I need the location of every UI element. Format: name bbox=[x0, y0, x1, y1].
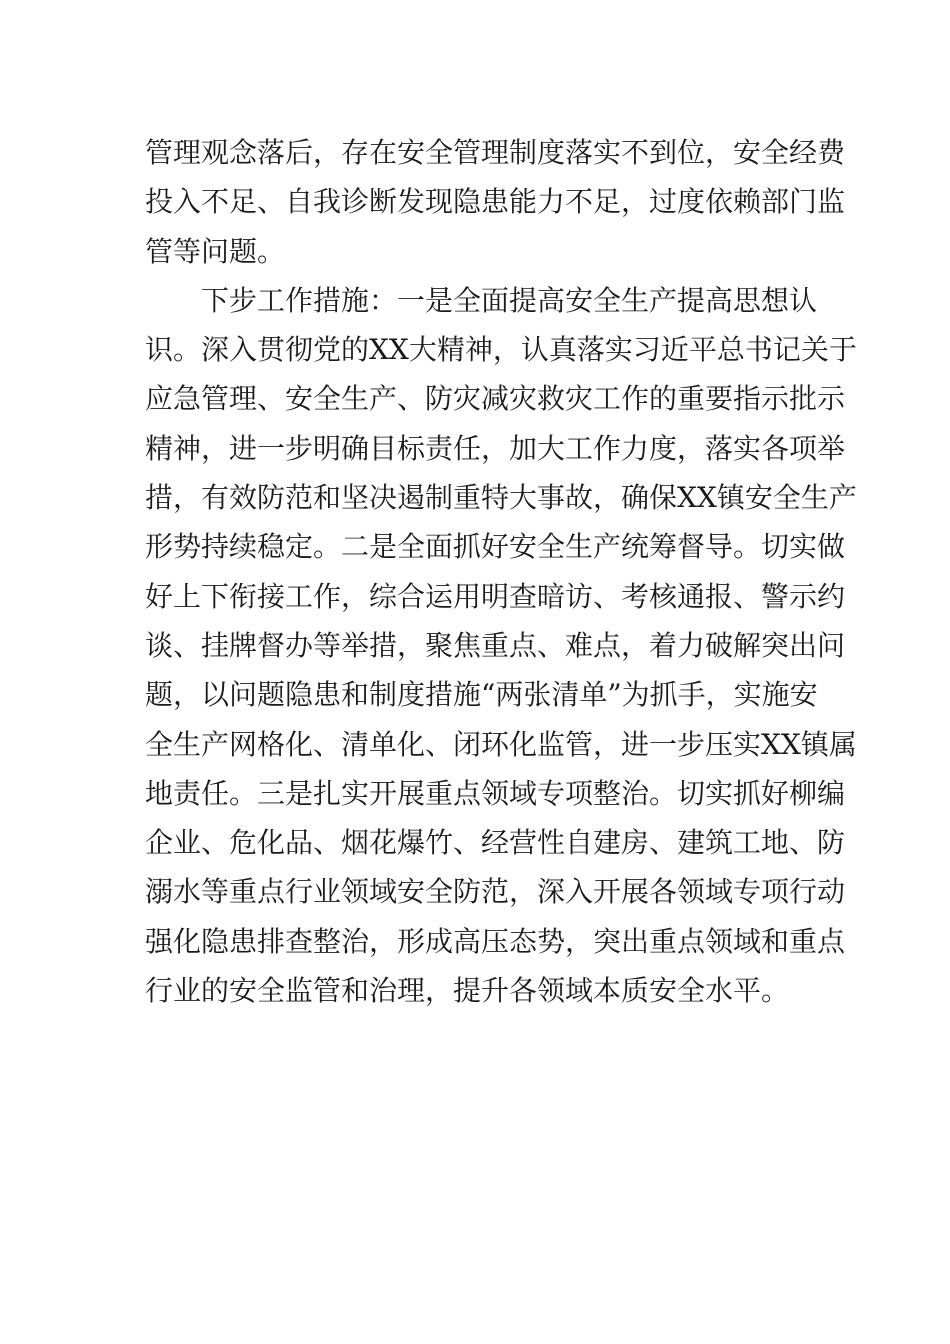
text-line: 溺水等重点行业领域安全防范，深入开展各领域专项行动 bbox=[145, 875, 846, 909]
text-line: 管等问题。 bbox=[145, 234, 286, 268]
text-line: 强化隐患排查整治，形成高压态势，突出重点领域和重点 bbox=[145, 924, 846, 958]
text-line: 识。深入贯彻党的XX大精神，认真落实习近平总书记关于 bbox=[145, 333, 857, 367]
text-line: 措，有效防范和坚决遏制重特大事故，确保XX镇安全生产 bbox=[145, 481, 857, 515]
text-line: 精神，进一步明确目标责任，加大工作力度，落实各项举 bbox=[145, 431, 846, 465]
text-line: 全生产网格化、清单化、闭环化监管，进一步压实XX镇属 bbox=[145, 727, 857, 761]
text-line: 地责任。三是扎实开展重点领域专项整治。切实抓好柳编 bbox=[145, 776, 846, 810]
text-line: 管理观念落后，存在安全管理制度落实不到位，安全经费 bbox=[145, 136, 846, 169]
text-line: 行业的安全监管和治理，提升各领域本质安全水平。 bbox=[145, 974, 790, 1008]
body-text bbox=[145, 128, 857, 1015]
text-line: 谈、挂牌督办等举措，聚焦重点、难点，着力破解突出问 bbox=[145, 628, 846, 662]
text-line: 下步工作措施：一是全面提高安全生产提高思想认 bbox=[145, 283, 818, 317]
text-line: 投入不足、自我诊断发现隐患能力不足，过度依赖部门监 bbox=[145, 185, 846, 219]
text-line: 题，以问题隐患和制度措施“两张清单”为抓手，实施安 bbox=[145, 678, 818, 712]
text-line: 好上下衔接工作，综合运用明查暗访、考核通报、警示约 bbox=[145, 579, 846, 613]
text-line: 企业、危化品、烟花爆竹、经营性自建房、建筑工地、防 bbox=[145, 826, 846, 860]
text-line: 应急管理、安全生产、防灾减灾救灾工作的重要指示批示 bbox=[145, 382, 846, 416]
text-line: 形势持续稳定。二是全面抓好安全生产统筹督导。切实做 bbox=[145, 530, 846, 564]
